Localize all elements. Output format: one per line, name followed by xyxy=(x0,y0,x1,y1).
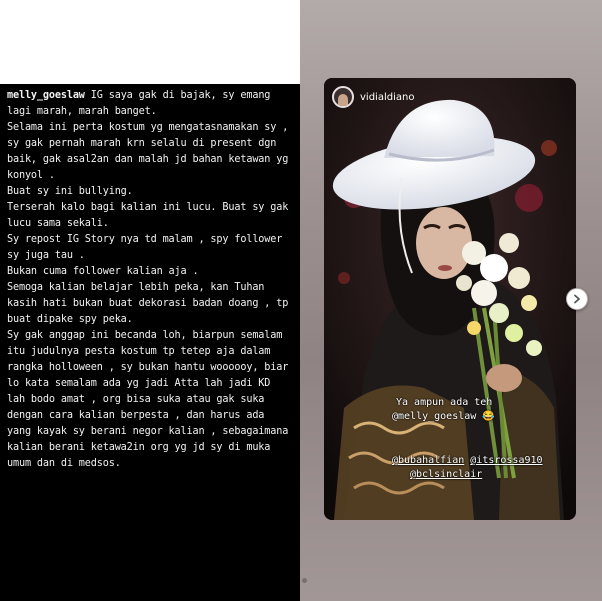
story-username[interactable]: vidialdiano xyxy=(360,91,415,103)
caption-paragraph: Bukan cuma follower kalian aja . xyxy=(7,266,199,277)
post-caption xyxy=(0,84,300,601)
chevron-right-icon xyxy=(572,294,582,304)
story-tag[interactable]: @bubahalfian xyxy=(392,455,465,466)
caption-paragraph xyxy=(7,88,294,120)
caption-paragraph: Buat sy ini bullying. xyxy=(7,186,133,197)
story-photo xyxy=(324,78,576,520)
story-tag[interactable]: @itsrossa910 xyxy=(470,455,543,466)
avatar-icon[interactable] xyxy=(332,86,354,108)
next-button[interactable] xyxy=(566,288,588,310)
story-tags-line xyxy=(410,469,482,480)
story-caption-mention[interactable]: @melly_goeslaw 😂 xyxy=(392,411,495,422)
story-caption-line: Ya ampun ada teh xyxy=(396,397,493,408)
caption-first-line: IG saya gak di bajak, sy emang lagi marah, marah banget. xyxy=(7,90,277,117)
carousel-dot[interactable] xyxy=(302,578,307,583)
caption-username[interactable]: melly_goeslaw xyxy=(7,90,85,101)
caption-paragraph: Selama ini perta kostum yg mengatasnamakan sy , sy gak pernah marah krn selalu di present dgn baik, gak asal2an dan malah jd bahan ketawan yg konyol . xyxy=(7,122,295,181)
story-screenshot xyxy=(324,78,576,520)
story-tag[interactable]: @bclsinclair xyxy=(410,469,483,480)
story-header xyxy=(332,86,414,108)
caption-paragraph: Sy repost IG Story nya td malam , spy follower sy juga tau . xyxy=(7,234,289,261)
caption-paragraph: Semoga kalian belajar lebih peka, kan Tuhan kasih hati bukan buat dekorasi badan doang , tp buat dipake spy peka. xyxy=(7,282,295,325)
caption-paragraph: Terserah kalo bagi kalian ini lucu. Buat sy gak lucu sama sekali. xyxy=(7,202,295,229)
story-tags-line xyxy=(392,455,543,466)
caption-paragraph: Sy gak anggap ini becanda loh, biarpun semalam itu judulnya pesta kostum tp tetep aja dalam rangka holloween , sy bukan hantu woooooy, biar lo kata semalam ada yg jadi Atta lah jadi KD lah bodo amat , org bisa suka atau gak suka dengan cara kalian berpesta , dan harus ada yang kayak sy berani negor kalian , sebagaimana kalian berani ketawa2in org yg jd sy di muka umum dan di medsos. xyxy=(7,330,295,469)
